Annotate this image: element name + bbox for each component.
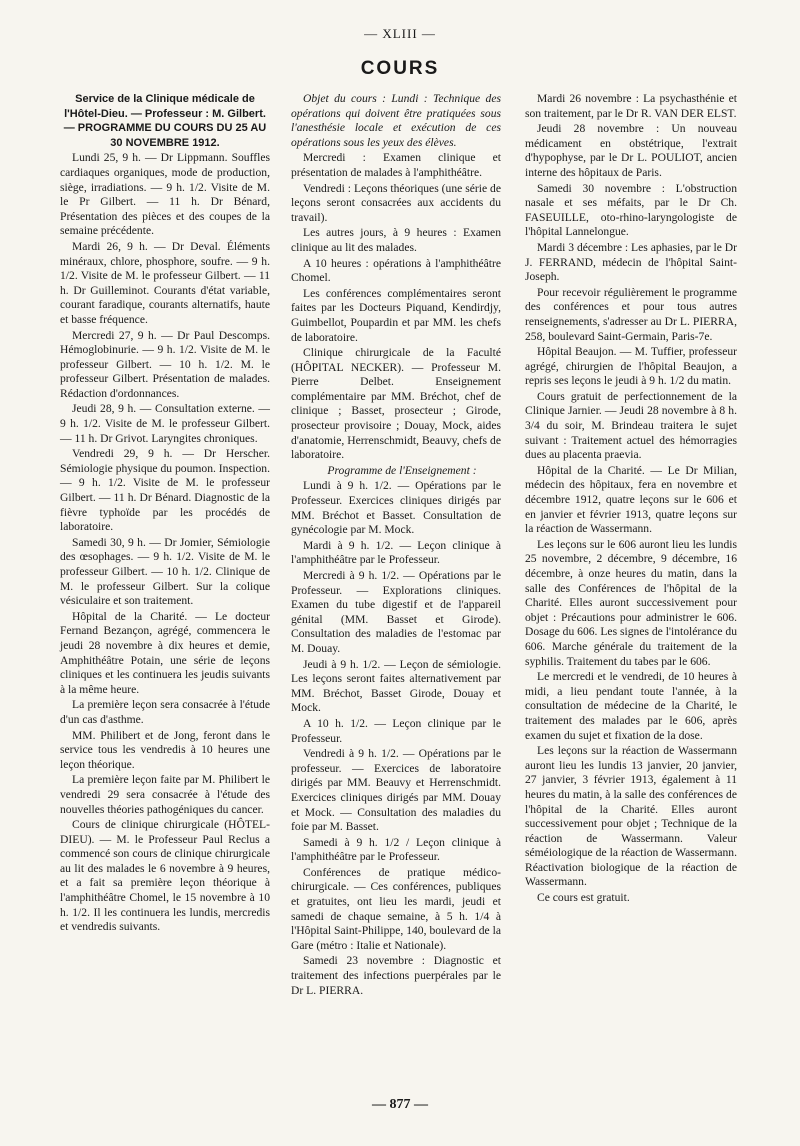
- paragraph: A 10 heures : opérations à l'amphithéâtre Chomel.: [291, 256, 501, 285]
- paragraph: Les autres jours, à 9 heures : Examen clinique au lit des malades.: [291, 226, 501, 254]
- paragraph: Jeudi à 9 h. 1/2. — Leçon de sémiologie. Les leçons seront faites alternativement par MM. Bréchot, Basset Girode, Douay et Mock.: [291, 657, 501, 715]
- paragraph: Lundi 25, 9 h. — Dr Lippmann. Souffles cardiaques organiques, mode de production, siège, irradiations. — 9 h. 1/2. Visite de M. le Pr Gilbert. — 11 h. Dr Bénard, Présentation des pièces et des coupes de la semaine précédente.: [60, 151, 270, 238]
- paragraph: Hôpital de la Charité. — Le Dr Milian, médecin des hôpitaux, fera en novembre et décembre 1912, quatre leçons sur le 606 et en janvier et février 1913, quatre leçons sur la réaction de Wassermann.: [525, 463, 737, 536]
- paragraph: Mercredi à 9 h. 1/2. — Opérations par le Professeur. — Explorations cliniques. Examen du tube digestif et de l'appareil génital (MM. Basset et Girode). Consultation des maladies de l'estomac par M. Douay.: [291, 569, 501, 655]
- roman-folio: — XLIII —: [364, 26, 436, 41]
- column-3: [525, 92, 737, 907]
- column-1: [60, 92, 270, 936]
- paragraph: A 10 h. 1/2. — Leçon clinique par le Professeur.: [291, 716, 501, 745]
- paragraph: Pour recevoir régulièrement le programme des conférences et pour tous autres renseignements, s'adresser au Dr L. PIERRA, 258, boulevard Saint-Germain, Paris-7e.: [525, 285, 737, 343]
- section-title: COURS: [360, 58, 440, 79]
- paragraph: Mardi 26 novembre : La psychasthénie et son traitement, par le Dr R. VAN DER ELST.: [525, 92, 737, 120]
- paragraph: Les conférences complémentaires seront faites par les Docteurs Piquand, Kendirdjy, Guimbellot, Poupardin et par MM. les chefs de laboratoire.: [291, 286, 501, 344]
- paragraph: Hôpital Beaujon. — M. Tuffier, professeur agrégé, chirurgien de l'hôpital Beaujon, a repris ses leçons le jeudi à 9 h. 1/2 du matin.: [525, 345, 737, 388]
- paragraph: Programme de l'Enseignement :: [327, 463, 477, 477]
- paragraph: Lundi à 9 h. 1/2. — Opérations par le Professeur. Exercices cliniques dirigés par MM. Bréchot et Basset. Consultation de gynécologie par M. Mock.: [291, 479, 501, 537]
- paragraph: Mardi à 9 h. 1/2. — Leçon clinique à l'amphithéâtre par le Professeur.: [291, 538, 501, 567]
- paragraph: Mercredi : Examen clinique et présentation de malades à l'amphithéâtre.: [291, 151, 501, 179]
- paragraph: Samedi 30 novembre : L'obstruction nasale et ses méfaits, par le Dr Ch. FASEUILLE, oto-rhino-laryngologiste de l'hôpital Lannelongue.: [525, 181, 737, 239]
- page-number: — 877 —: [372, 1097, 428, 1112]
- paragraph: Samedi 23 novembre : Diagnostic et traitement des infections puerpérales par le Dr L. PIERRA.: [291, 954, 501, 997]
- paragraph: La première leçon sera consacrée à l'étude d'un cas d'asthme.: [60, 698, 270, 726]
- paragraph: Conférences de pratique médico-chirurgicale. — Ces conférences, publiques et gratuites, ont lieu les mardi, jeudi et samedi de chaque semaine, à 5 h. 1/4 à l'Hôpital Saint-Philippe, 140, boulevard de la Gare (métro : Italie et Nationale).: [291, 865, 501, 952]
- paragraph: Le mercredi et le vendredi, de 10 heures à midi, a lieu pendant toute l'année, à la consultation de médecine de la Charité, le traitement des malades par le 606, après examen du sujet et fixation de la dose.: [525, 670, 737, 742]
- paragraph: Jeudi 28 novembre : Un nouveau médicament en obstétrique, l'extrait d'hypophyse, par le Dr L. POULIOT, ancien interne des hôpitaux de Paris.: [525, 122, 737, 179]
- paragraph: Samedi à 9 h. 1/2 / Leçon clinique à l'amphithéâtre par le Professeur.: [291, 835, 501, 864]
- paragraph: Vendredi : Leçons théoriques (une série de leçons seront consacrées aux accidents du travail).: [291, 181, 501, 224]
- paragraph: Service de la Clinique médicale de l'Hôtel-Dieu. — Professeur : M. Gilbert. — PROGRAMME DU COURS DU 25 AU 30 NOVEMBRE 1912.: [63, 93, 267, 149]
- paragraph: La première leçon faite par M. Philibert le vendredi 29 sera consacrée à l'étude des nouvelles théories pathogéniques du cancer.: [60, 773, 270, 816]
- paragraph: Ce cours est gratuit.: [537, 891, 630, 905]
- paragraph: Mercredi 27, 9 h. — Dr Paul Descomps. Hémoglobinurie. — 9 h. 1/2. Visite de M. le professeur Gilbert. — 10 h. 1/2. M. le professeur Gilbert. Présentation de malades. Rédaction d'ordonnances.: [60, 328, 270, 400]
- paragraph: Vendredi à 9 h. 1/2. — Opérations par le professeur. — Exercices de laboratoire dirigés par MM. Beauvy et Herrenschmidt. Exercices cliniques dirigés par MM. Douay et Mock. — Consultation des maladies du foie par M. Basset.: [291, 747, 501, 834]
- paragraph: Samedi 30, 9 h. — Dr Jomier, Sémiologie des œsophages. — 9 h. 1/2. Visite de M. le professeur Gilbert. — 10 h. 1/2. Clinique de M. le professeur Gilbert. Sur la colique vésiculaire et son traitement.: [60, 535, 270, 608]
- paragraph: Vendredi 29, 9 h. — Dr Herscher. Sémiologie physique du poumon. Inspection. — 9 h. 1/2. Visite de M. le professeur Gilbert. — 11 h. Dr Bénard. Diagnostic de la fièvre typhoïde par les procédés de laboratoire.: [60, 447, 270, 534]
- paragraph: MM. Philibert et de Jong, feront dans le service tous les vendredis à 10 heures une leçon théorique.: [60, 728, 270, 771]
- paragraph: Hôpital de la Charité. — Le docteur Fernand Bezançon, agrégé, commencera le jeudi 28 novembre à dix heures et demie, Amphithéâtre Potain, une série de leçons cliniques et les continuera les jeudis suivants à la même heure.: [60, 609, 270, 696]
- paragraph: Clinique chirurgicale de la Faculté (HÔPITAL NECKER). — Professeur M. Pierre Delbet. Enseignement complémentaire par MM. Bréchot, chef de clinique ; Basset, prosecteur ; Girode, prosecteur provisoire ; Douay, Mock, aides d'anatomie, Herrenschmidt, Beauvy, chefs de laboratoire.: [291, 346, 501, 462]
- paragraph: Cours de clinique chirurgicale (HÔTEL-DIEU). — M. le Professeur Paul Reclus a commencé son cours de clinique chirurgicale au lit des malades le 6 novembre à 9 heures, et a fait sa première leçon théorique à l'amphithéâtre Chomel, le 15 novembre à 10 h. 1/2. Il les continuera les lundis, mercredis et vendredis suivants.: [60, 818, 270, 934]
- paragraph: Les leçons sur la réaction de Wassermann auront lieu les lundis 13 janvier, 20 janvier, 27 janvier, 3 février 1913, également à 11 heures du matin, à la salle des conférences de l'hôpital de la Charité. Elles auront successivement pour objet ; Technique de la réaction de Wassermann. Valeur séméiologique de la réaction de Wassermann. Réactivation biologique de la réaction de Wassermann.: [525, 744, 737, 889]
- paragraph: Les leçons sur le 606 auront lieu les lundis 25 novembre, 2 décembre, 9 décembre, 16 décembre, à onze heures du matin, dans la salle des Conférences de l'hôpital de la Charité. Elles auront successivement pour objet : Précautions pour administrer le 606. Dosage du 606. Les signes de l'intolérance du 606. Marche générale du traitement de la syphilis. Traitement du tabes par le 606.: [525, 537, 738, 668]
- paragraph: Jeudi 28, 9 h. — Consultation externe. — 9 h. 1/2. Visite de M. le professeur Gilbert. — 11 h. Dr Grivot. Laryngites chroniques.: [60, 402, 270, 445]
- paragraph: Mardi 26, 9 h. — Dr Deval. Éléments minéraux, chlore, phosphore, soufre. — 9 h. 1/2. Visite de M. le professeur Gilbert. — 11 h. Dr Guilleminot. Courants d'état variable, courant faradique, courants alternatifs, haute et basse fréquence.: [60, 239, 270, 326]
- column-2: [291, 92, 501, 999]
- paragraph: Cours gratuit de perfectionnement de la Clinique Jarnier. — Jeudi 28 novembre à 8 h. 3/4 du soir, M. Brindeau traitera le sujet suivant : Traitement actuel des hémorragies dues au placenta praevia.: [525, 389, 737, 462]
- paragraph: Mardi 3 décembre : Les aphasies, par le Dr J. FERRAND, médecin de l'hôpital Saint-Joseph.: [525, 240, 737, 284]
- paragraph: Objet du cours : Lundi : Technique des opérations qui doivent être pratiquées sous l'anesthésie locale et exécution de ces opérations sous les yeux des élèves.: [291, 92, 501, 149]
